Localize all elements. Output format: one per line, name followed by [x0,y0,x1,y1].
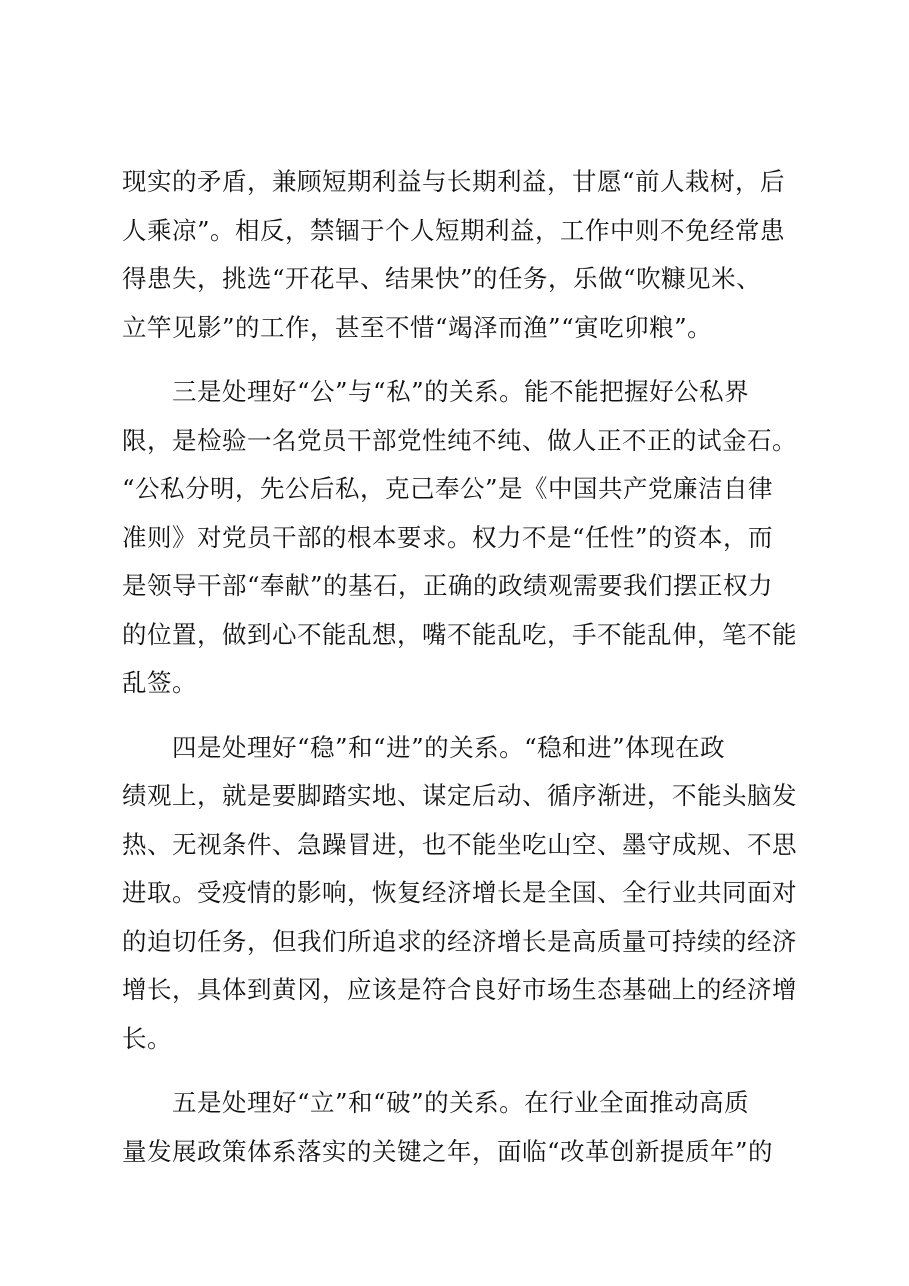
text-line: 的迫切任务，但我们所追求的经济增长是高质量可持续的经济 [122,926,797,956]
paragraph-public-private [122,368,802,708]
text-line: 人乘凉”。相反，禁锢于个人短期利益，工作中则不免经常患 [122,215,786,245]
text-line: 三是处理好“公”与“私”的关系。能不能把握好公私界 [172,377,750,406]
text-line: 的位置，做到心不能乱想，嘴不能乱吃，手不能乱伸，笔不能 [122,619,797,649]
text-line: 长。 [122,1023,172,1053]
text-line: 是领导干部“奉献”的基石，正确的政绩观需要我们摆正权力 [122,571,774,600]
text-line: “公私分明，先公后私，克己奉公”是《中国共产党廉洁自律 [122,474,774,503]
text-line: 四是处理好“稳”和“进”的关系。“稳和进”体现在政 [172,732,726,762]
text-line: 五是处理好“立”和“破”的关系。在行业全面推动高质 [172,1088,750,1117]
text-line: 热、无视条件、急躁冒进，也不能坐吃山空、墨守成规、不思 [122,829,797,859]
text-line: 乱签。 [122,668,197,697]
text-line: 绩观上，就是要脚踏实地、谋定后动、循序渐进，不能头脑发 [122,781,797,810]
document-body [122,158,802,1176]
text-line: 限，是检验一名党员干部党性纯不纯、做人正不正的试金石。 [122,425,797,455]
text-line: 准则》对党员干部的根本要求。权力不是“任性”的资本，而 [122,522,774,552]
text-line: 得患失，挑选“开花早、结果快”的任务，乐做“吹糠见米、 [122,264,762,293]
text-line: 现实的矛盾，兼顾短期利益与长期利益，甘愿“前人栽树，后 [122,167,786,196]
paragraph-continuation [122,158,802,352]
paragraph-stability-progress [122,724,802,1064]
text-line: 量发展政策体系落实的关键之年，面临“改革创新提质年”的 [122,1136,774,1166]
paragraph-build-break [122,1079,802,1176]
text-line: 进取。受疫情的影响，恢复经济增长是全国、全行业共同面对 [122,878,797,907]
text-line: 立竿见影”的工作，甚至不惜“竭泽而渔”“寅吃卯粮”。 [122,312,713,342]
text-line: 增长，具体到黄冈，应该是符合良好市场生态基础上的经济增 [122,975,797,1004]
